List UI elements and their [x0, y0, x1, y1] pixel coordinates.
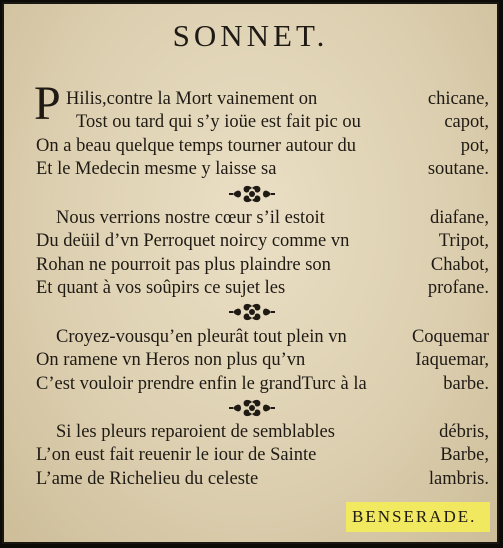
fleuron-ornament-icon [229, 398, 275, 418]
verse-line: Tost ou tard qui s’y ioüe est fait pic ou capot, [76, 112, 489, 132]
rhyme-word: Coquemar [411, 327, 489, 347]
verse-line: On ramene vn Heros non plus qu’vn Iaquemar, [36, 350, 489, 370]
rhyme-word: Tripot, [438, 231, 489, 251]
verse-line: L’ame de Richelieu du celeste lambris. [36, 469, 489, 489]
rhyme-word: diafane, [429, 208, 489, 228]
author-signature: BENSERADE. [352, 507, 477, 526]
verse-line: Du deüil d’vn Perroquet noircy comme vn Tripot, [36, 231, 489, 251]
rhyme-word: Iaquemar, [415, 350, 489, 370]
rhyme-word: pot, [460, 136, 489, 156]
book-page [2, 2, 499, 544]
verse-line: Et le Medecin mesme y laisse sa soutane. [36, 159, 489, 179]
verse-line: L’on eust fait reuenir le iour de Sainte Barbe, [36, 445, 489, 465]
rhyme-word: soutane. [427, 159, 489, 179]
verse-line: Et quant à vos soûpirs ce sujet les profane. [36, 278, 489, 298]
rhyme-word: débris, [439, 422, 489, 442]
verse-line: Si les pleurs reparoient de semblables débris, [56, 422, 489, 442]
rhyme-word: barbe. [443, 374, 489, 394]
fleuron-ornament-icon [229, 184, 275, 204]
verse-line: On a beau quelque temps tourner autour du pot, [36, 136, 489, 156]
drop-cap: P [34, 77, 61, 130]
rhyme-word: capot, [444, 112, 489, 132]
rhyme-word: lambris. [428, 469, 489, 489]
rhyme-word: chicane, [427, 89, 489, 109]
verse-line: Hilis,contre la Mort vainement on chicane, [66, 89, 489, 109]
verse-line: Nous verrions nostre cœur s’il estoit diafane, [56, 208, 489, 228]
rhyme-word: profane. [427, 278, 489, 298]
verse-line: Rohan ne pourroit pas plus plaindre son Chabot, [36, 255, 489, 275]
rhyme-word: Chabot, [430, 255, 489, 275]
fleuron-ornament-icon [229, 302, 275, 322]
verse-line: C’est vouloir prendre enfin le grandTurc à la barbe. [36, 374, 489, 394]
rhyme-word: Barbe, [440, 445, 489, 465]
poem-title: SONNET. [172, 18, 329, 53]
verse-line: Croyez-vousqu’en pleurât tout plein vn Coquemar [56, 327, 489, 347]
